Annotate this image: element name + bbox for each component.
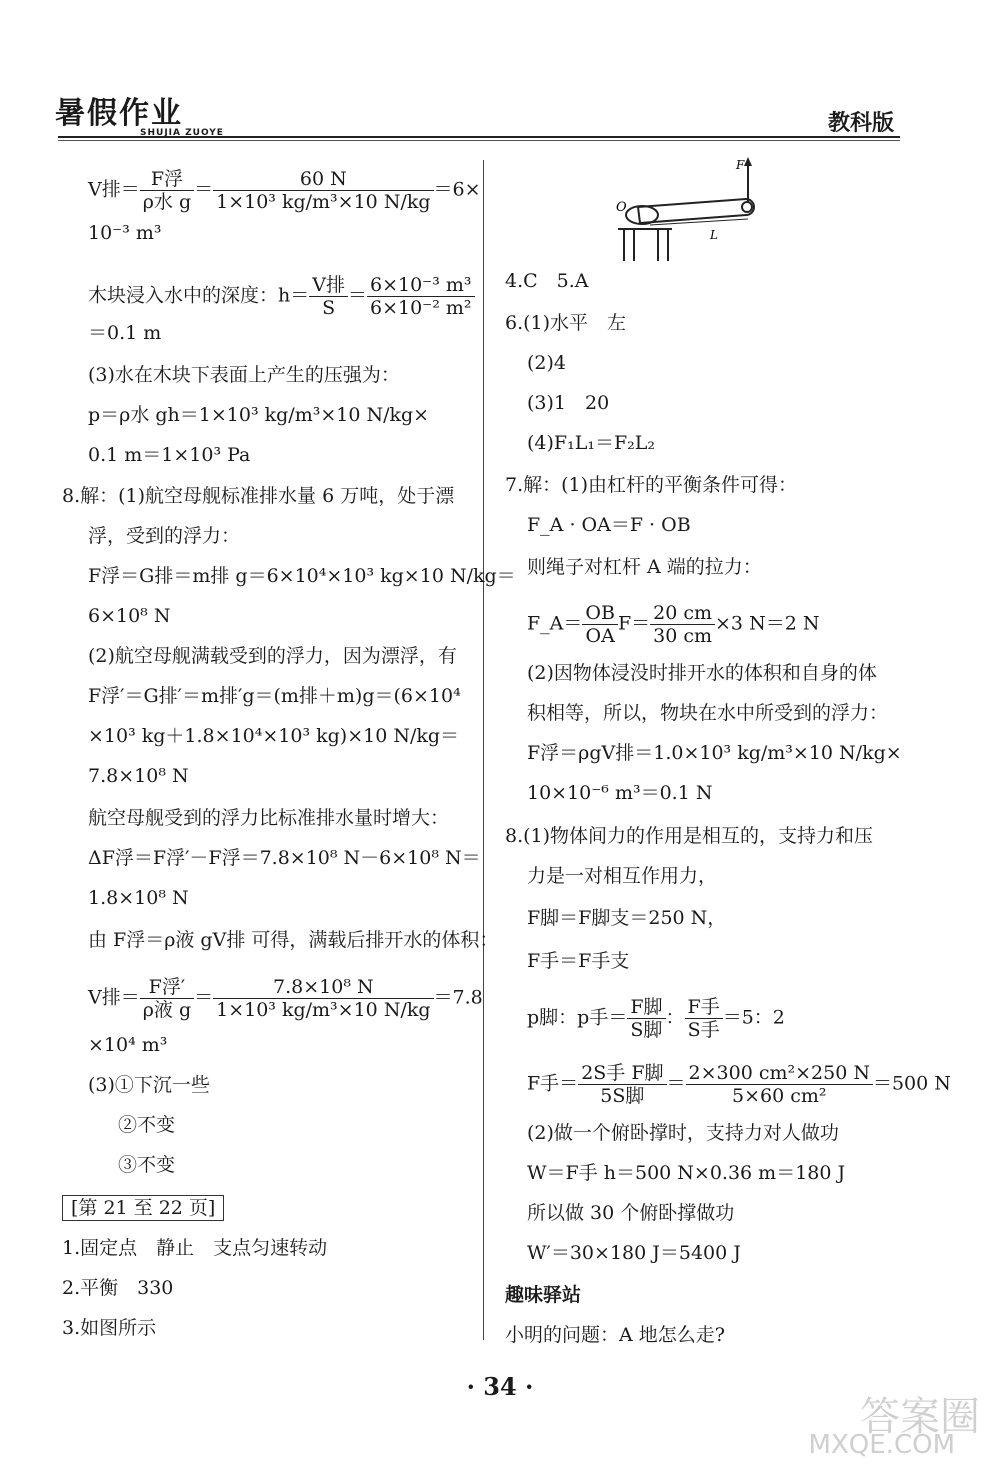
right-line-18: p脚：p手＝ $\frac{\text{F脚}}{\text{S脚}}$ ： $\frac{\text{F手}}{\text{S手}}$ ＝5：2 bbox=[527, 996, 785, 1041]
left-line-18: 1.8×10⁸ N bbox=[88, 887, 189, 909]
header-logo-subtitle: SHUJIA ZUOYE bbox=[140, 128, 224, 138]
lever-figure bbox=[610, 155, 780, 265]
right-line-3: (2)4 bbox=[527, 352, 567, 374]
left-line-9: 浮，受到的浮力： bbox=[88, 525, 241, 547]
right-line-4: (3)1 20 bbox=[527, 392, 610, 414]
left-line-23: ②不变 bbox=[118, 1114, 176, 1136]
right-line-2: 6.(1)水平 左 bbox=[505, 312, 627, 334]
right-line-12: F浮＝ρgV排＝1.0×10³ kg/m³×10 N/kg× bbox=[527, 742, 902, 764]
left-line-2: 10⁻³ m³ bbox=[88, 222, 162, 244]
watermark-url: MXQE.COM bbox=[808, 1430, 955, 1460]
right-line-21: W＝F手 h＝500 N×0.36 m＝180 J bbox=[527, 1162, 846, 1184]
right-line-25: 小明的问题：A 地怎么走? bbox=[505, 1324, 725, 1346]
right-line-8: 则绳子对杠杆 A 端的拉力： bbox=[527, 556, 762, 578]
left-line-13: F浮′＝G排′＝m排′g＝(m排＋m)g＝(6×10⁴ bbox=[88, 685, 461, 707]
section-title: [第 21 至 22 页] bbox=[62, 1195, 224, 1221]
left-line-4: ＝0.1 m bbox=[88, 322, 162, 344]
left-line-17: ΔF浮＝F浮′－F浮＝7.8×10⁸ N－6×10⁸ N＝ bbox=[88, 847, 481, 869]
right-line-23: W′＝30×180 J＝5400 J bbox=[527, 1242, 741, 1264]
column-divider bbox=[483, 160, 484, 1340]
left-line-16: 航空母舰受到的浮力比标准排水量时增大： bbox=[88, 807, 450, 829]
figure-label-o: O bbox=[616, 200, 627, 215]
right-line-15: 力是一对相互作用力， bbox=[527, 865, 718, 887]
right-line-9: F_A＝ $\frac{OB}{OA}$ F＝ $\frac{20 cm}{30 cm}$ ×3 N＝2 N bbox=[527, 602, 820, 647]
left-line-15: 7.8×10⁸ N bbox=[88, 765, 189, 787]
answer-q2: 2.平衡 330 bbox=[62, 1277, 174, 1299]
left-line-7: 0.1 m＝1×10³ Pa bbox=[88, 444, 251, 466]
right-line-14: 8.(1)物体间力的作用是相互的，支持力和压 bbox=[505, 825, 874, 847]
right-line-5: (4)F₁L₁＝F₂L₂ bbox=[527, 432, 655, 454]
page-number: · 34 · bbox=[466, 1372, 534, 1401]
left-line-11: 6×10⁸ N bbox=[88, 605, 171, 627]
right-line-16: F脚＝F脚支＝250 N， bbox=[527, 907, 727, 929]
figure-label-f: F bbox=[736, 158, 745, 172]
right-line-6: 7.解：(1)由杠杆的平衡条件可得： bbox=[505, 474, 798, 496]
left-line-19: 由 F浮＝ρ液 gV排 可得，满载后排开水的体积： bbox=[88, 929, 499, 951]
left-line-14: ×10³ kg＋1.8×10⁴×10³ kg)×10 N/kg＝ bbox=[88, 725, 460, 747]
left-line-5: (3)水在木块下表面上产生的压强为： bbox=[88, 364, 400, 386]
right-line-17: F手＝F手支 bbox=[527, 950, 630, 972]
fun-station-heading: 趣味驿站 bbox=[505, 1284, 582, 1306]
left-line-21: ×10⁴ m³ bbox=[88, 1034, 168, 1056]
right-line-7: F_A · OA＝F · OB bbox=[527, 514, 691, 536]
answer-q3: 3.如图所示 bbox=[62, 1317, 157, 1339]
header-rule-thin bbox=[58, 140, 900, 141]
left-line-1: V排＝ $\frac{\text{F浮}}{\text{ρ水 g}}$ ＝ $\frac{60 N}{\text{1×10³ kg/m³×10 N/kg}}$ ＝6× bbox=[88, 168, 481, 213]
header-rule bbox=[58, 136, 900, 138]
figure-label-l: L bbox=[710, 228, 718, 242]
left-line-10: F浮＝G排＝m排 g＝6×10⁴×10³ kg×10 N/kg＝ bbox=[88, 565, 516, 587]
left-line-12: (2)航空母舰满载受到的浮力，因为漂浮，有 bbox=[88, 645, 457, 667]
left-line-24: ③不变 bbox=[118, 1154, 176, 1176]
left-line-8: 8.解：(1)航空母舰标准排水量 6 万吨，处于漂 bbox=[62, 485, 455, 507]
left-line-3: 木块浸入水中的深度：h＝ $\frac{\text{V排}}{S}$ ＝ $\frac{\text{6×10⁻³ m³}}{\text{6×10⁻² m²}}$ bbox=[88, 274, 475, 319]
header-logo: 暑假作业 bbox=[55, 96, 183, 131]
right-line-11: 积相等，所以，物块在水中所受到的浮力： bbox=[527, 702, 889, 724]
answer-q1: 1.固定点 静止 支点匀速转动 bbox=[62, 1237, 328, 1259]
watermark-logo: 答案圈 bbox=[860, 1394, 980, 1440]
right-line-13: 10×10⁻⁶ m³＝0.1 N bbox=[527, 782, 713, 804]
right-line-22: 所以做 30 个俯卧撑做功 bbox=[527, 1202, 735, 1224]
right-line-1: 4.C 5.A bbox=[505, 270, 589, 292]
left-line-22: (3)①下沉一些 bbox=[88, 1074, 210, 1096]
edition-label: 教科版 bbox=[827, 111, 894, 136]
right-line-20: (2)做一个俯卧撑时，支持力对人做功 bbox=[527, 1122, 839, 1144]
left-line-6: p＝ρ水 gh＝1×10³ kg/m³×10 N/kg× bbox=[88, 404, 430, 426]
right-line-10: (2)因物体浸没时排开水的体积和自身的体 bbox=[527, 662, 877, 684]
right-line-19: F手＝ $\frac{\text{2S手 F脚}}{\text{5S脚}}$ ＝ $\frac{\text{2×300 cm²×250 N}}{\text{5×60 cm²}}$ ＝500 N bbox=[527, 1062, 951, 1107]
left-line-20: V排＝ $\frac{\text{F浮′}}{\text{ρ液 g}}$ ＝ $\frac{\text{7.8×10⁸ N}}{\text{1×10³ kg/m³×10 N/kg}}$ ＝7.8 bbox=[88, 976, 483, 1021]
